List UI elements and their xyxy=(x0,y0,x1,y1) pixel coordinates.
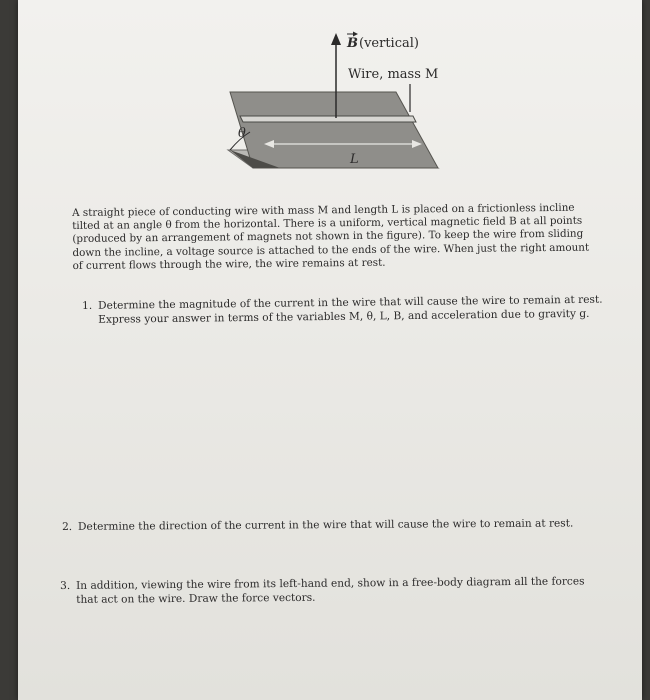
field-note: (vertical) xyxy=(359,36,419,51)
intro-line: down the incline, a voltage source is attached to the ends of the wire. When just the right amount xyxy=(72,241,590,259)
question-2 xyxy=(62,517,622,535)
wire-label: Wire, mass M xyxy=(348,67,439,82)
intro-line: of current flows through the wire, the wire remains at rest. xyxy=(72,256,386,272)
b-field-arrowhead xyxy=(331,33,341,45)
worksheet-page xyxy=(18,0,642,700)
intro-line: A straight piece of conducting wire with mass M and length L is placed on a frictionless incline xyxy=(72,201,575,219)
question-number: 3. xyxy=(60,579,71,592)
question-number: 1. xyxy=(82,299,93,312)
field-label: B xyxy=(347,36,358,51)
intro-line: (produced by an arrangement of magnets not shown in the figure). To keep the wire from sliding xyxy=(72,228,584,246)
intro-line: tilted at an angle θ from the horizontal. There is a uniform, vertical magnetic field B at all points xyxy=(72,214,583,233)
question-1 xyxy=(82,293,622,327)
incline-figure xyxy=(18,0,642,200)
question-text-continued: that act on the wire. Draw the force vectors. xyxy=(76,591,316,606)
question-text: Determine the direction of the current in the wire that will cause the wire to remain at rest. xyxy=(77,517,574,533)
problem-statement xyxy=(72,201,613,273)
question-3 xyxy=(60,575,640,607)
wire-rod xyxy=(240,116,416,122)
question-text: Determine the magnitude of the current in the wire that will cause the wire to remain at rest. xyxy=(97,293,603,312)
length-label: L xyxy=(350,152,359,167)
question-text-continued: Express your answer in terms of the variables M, θ, L, B, and acceleration due to gravity g. xyxy=(98,307,590,326)
angle-label: θ xyxy=(238,126,246,141)
incline-surface xyxy=(230,92,438,168)
question-number: 2. xyxy=(62,520,73,533)
question-text: In addition, viewing the wire from its left-hand end, show in a free-body diagram all the forces xyxy=(75,575,585,592)
